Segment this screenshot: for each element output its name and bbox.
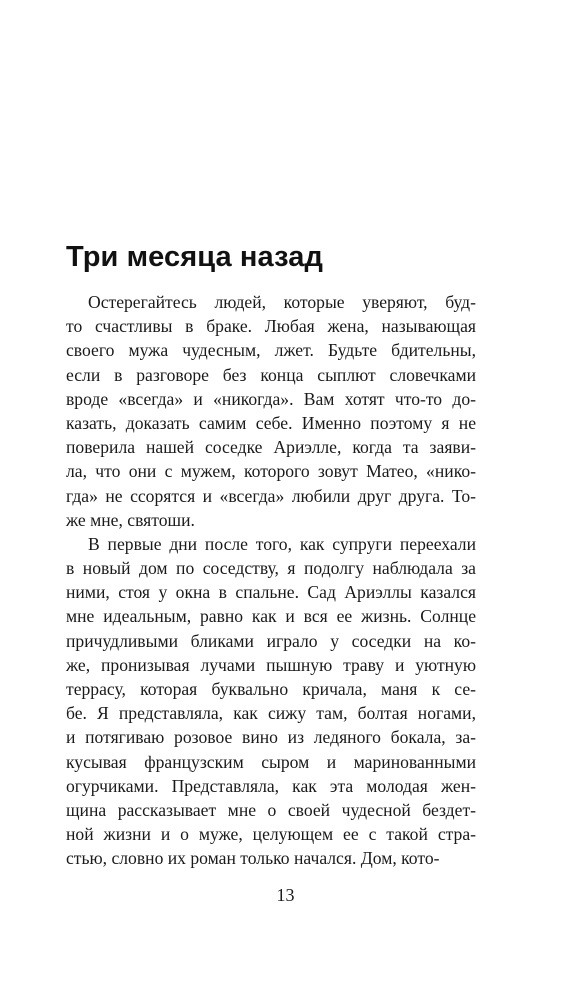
paragraph-1-line: то счастливы в браке. Любая жена, называющая xyxy=(66,316,476,337)
paragraph-1-line: если в разговоре без конца сыплют словечками xyxy=(66,364,476,385)
paragraph-2-line: стью, словно их роман только начался. Дом, кото- xyxy=(66,848,440,869)
body-text xyxy=(66,290,476,871)
paragraph-2-line: бе. Я представляла, как сижу там, болтая ногами, xyxy=(66,703,476,724)
paragraph-1-line: своего мужа чудесным, лжет. Будьте бдительны, xyxy=(66,340,476,361)
paragraph-2-line: ними, стоя у окна в спальне. Сад Ариэллы казался xyxy=(66,582,476,603)
chapter-title: Три месяца назад xyxy=(66,241,323,273)
paragraph-2-line: террасу, которая буквально кричала, маня к се- xyxy=(66,679,476,699)
paragraph-2-line: и потягиваю розовое вино из ледяного бокала, за- xyxy=(66,727,476,748)
paragraph-1-line: гда» не ссорятся и «всегда» любили друг друга. То- xyxy=(66,485,476,506)
paragraph-1-line: вроде «всегда» и «никогда». Вам хотят что-то до- xyxy=(66,388,476,409)
paragraph-2-line: ной жизни и о муже, целующем ее с такой стра- xyxy=(66,824,476,845)
paragraph-2-line: причудливыми бликами играло у соседки на ко- xyxy=(66,630,476,651)
paragraph-1-line: ла, что они с мужем, которого зовут Матео, «нико- xyxy=(66,461,476,482)
paragraph-1-line: поверила нашей соседке Ариэлле, когда та заяви- xyxy=(66,437,476,458)
paragraph-2-line: огурчиками. Представляла, как эта молодая жен- xyxy=(66,775,476,796)
page-number: 13 xyxy=(276,885,295,905)
paragraph-2-line: кусывая французским сыром и маринованными xyxy=(66,751,476,772)
paragraph-1-line: же мне, святоши. xyxy=(66,509,195,530)
paragraph-1-line: Остерегайтесь людей, которые уверяют, буд- xyxy=(88,292,476,312)
paragraph-2-line: же, пронизывая лучами пышную траву и уютную xyxy=(66,654,476,675)
paragraph-2-line: мне идеальным, равно как и вся ее жизнь. Солнце xyxy=(66,606,476,627)
paragraph-2-line: в новый дом по соседству, я подолгу наблюдала за xyxy=(66,558,476,579)
paragraph-2-line: щина рассказывает мне о своей чудесной бездет- xyxy=(66,799,476,820)
paragraph-1-line: казать, доказать самим себе. Именно поэтому я не xyxy=(66,412,476,433)
paragraph-2-line: В первые дни после того, как супруги переехали xyxy=(88,533,476,554)
